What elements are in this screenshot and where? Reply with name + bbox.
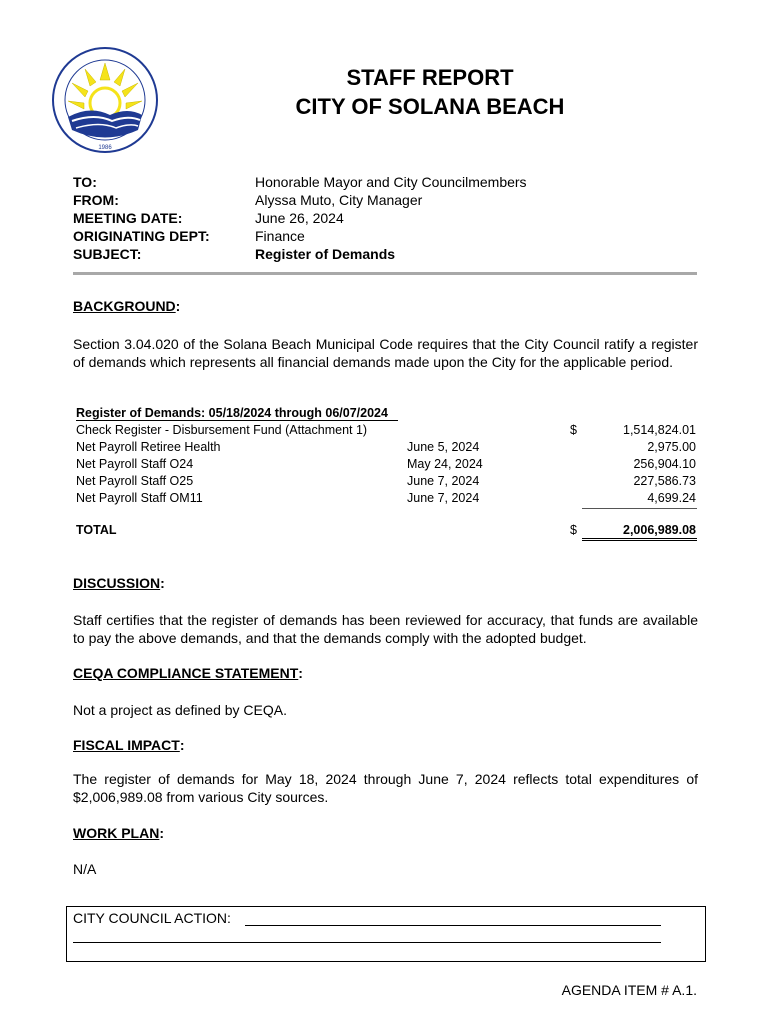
council-action-label: CITY COUNCIL ACTION: [73, 910, 231, 926]
row-currency: $ [570, 423, 577, 437]
fiscal-text: The register of demands for May 18, 2024 through June 7, 2024 reflects total expenditures of $2,006,989.08 from various City sources. [73, 771, 698, 805]
discussion-heading: DISCUSSION: [73, 575, 165, 591]
row-amount: 1,514,824.01 [623, 423, 696, 437]
row-date: May 24, 2024 [407, 457, 483, 471]
row-date: June 5, 2024 [407, 440, 480, 454]
council-action-line-2[interactable] [73, 942, 661, 943]
row-desc: Net Payroll Retiree Health [76, 440, 221, 454]
background-heading: BACKGROUND: [73, 298, 181, 314]
subject-value: Register of Demands [255, 246, 396, 262]
row-desc: Net Payroll Staff OM11 [76, 491, 203, 505]
svg-text:1986: 1986 [98, 145, 112, 151]
council-action-line[interactable] [245, 925, 661, 926]
subtotal-rule [582, 508, 697, 509]
to-value: Honorable Mayor and City Councilmembers [255, 174, 527, 190]
row-amount: 227,586.73 [633, 474, 696, 488]
total-label: TOTAL [76, 523, 117, 537]
report-title: STAFF REPORT [346, 65, 514, 90]
row-date: June 7, 2024 [407, 474, 480, 488]
meeting-date-value: June 26, 2024 [255, 210, 344, 226]
register-title: Register of Demands: 05/18/2024 through 06/07/2024 [76, 406, 398, 421]
row-desc: Net Payroll Staff O24 [76, 457, 194, 471]
ceqa-heading: CEQA COMPLIANCE STATEMENT: [73, 665, 303, 681]
agenda-item-number: AGENDA ITEM # A.1. [561, 982, 697, 998]
dept-value: Finance [255, 228, 305, 244]
fiscal-heading: FISCAL IMPACT: [73, 737, 185, 753]
total-currency: $ [570, 523, 577, 537]
row-desc: Check Register - Disbursement Fund (Attachment 1) [76, 423, 368, 437]
background-text: Section 3.04.020 of the Solana Beach Municipal Code requires that the City Council ratify a register of demands which represents all financial demands made upon the City for the applicable period. [73, 336, 698, 370]
row-amount: 4,699.24 [647, 491, 696, 505]
header-divider [73, 272, 697, 275]
row-amount: 256,904.10 [633, 457, 696, 471]
row-date: June 7, 2024 [407, 491, 480, 505]
dept-label: ORIGINATING DEPT: [73, 228, 210, 244]
city-title: CITY OF SOLANA BEACH [295, 94, 565, 119]
council-action-box [66, 906, 706, 962]
total-amount: 2,006,989.08 [623, 523, 696, 537]
workplan-text: N/A [73, 861, 97, 877]
total-double-rule [582, 538, 697, 541]
from-value: Alyssa Muto, City Manager [255, 192, 423, 208]
ceqa-text: Not a project as defined by CEQA. [73, 702, 287, 718]
meeting-date-label: MEETING DATE: [73, 210, 183, 226]
to-label: TO: [73, 174, 97, 190]
row-amount: 2,975.00 [647, 440, 696, 454]
discussion-text: Staff certifies that the register of demands has been reviewed for accuracy, that funds are available to pay the above demands, and that the demands comply with the adopted budget. [73, 612, 698, 646]
workplan-heading: WORK PLAN: [73, 825, 164, 841]
from-label: FROM: [73, 192, 119, 208]
subject-label: SUBJECT: [73, 246, 142, 262]
row-desc: Net Payroll Staff O25 [76, 474, 194, 488]
